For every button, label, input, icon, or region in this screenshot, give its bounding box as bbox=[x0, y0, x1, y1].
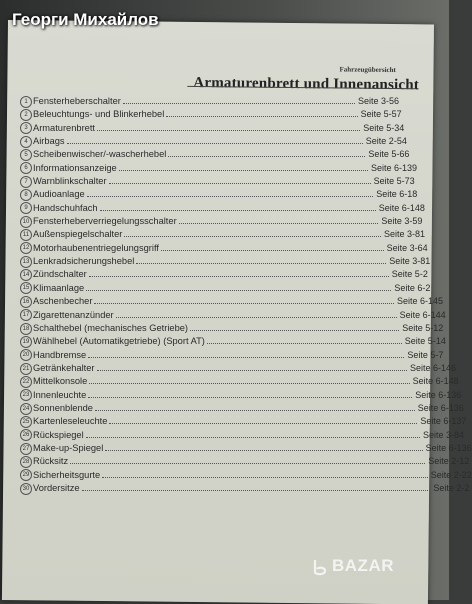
dot-leader bbox=[67, 143, 363, 144]
toc-entry-page-ref: Seite 3-81 bbox=[389, 256, 431, 267]
item-number-badge: 12 bbox=[20, 242, 32, 254]
toc-entry-page-ref: Seite 3-56 bbox=[358, 96, 400, 106]
dot-leader bbox=[100, 210, 376, 211]
item-number-badge: 22 bbox=[20, 376, 32, 388]
dot-leader bbox=[88, 357, 404, 358]
dot-leader bbox=[89, 383, 410, 384]
toc-entry bbox=[20, 175, 440, 188]
toc-entry bbox=[20, 122, 440, 135]
toc-entry-label: Außenspiegelschalter bbox=[33, 229, 123, 240]
item-number-badge: 28 bbox=[20, 456, 32, 468]
toc-entry bbox=[20, 162, 440, 175]
toc-entry-page-ref: Seite 3-64 bbox=[386, 242, 428, 253]
toc-entry-label: Informationsanzeige bbox=[33, 162, 117, 173]
dot-leader bbox=[179, 223, 378, 224]
dot-leader bbox=[109, 183, 371, 184]
item-number-badge: 10 bbox=[20, 216, 32, 228]
item-number-badge: 23 bbox=[20, 389, 32, 401]
dot-leader bbox=[87, 196, 373, 197]
toc-entry-page-ref: Seite 2-2 bbox=[433, 482, 470, 493]
item-number-badge: 4 bbox=[20, 136, 32, 148]
toc-entry-label: Wählhebel (Automatikgetriebe) (Sport AT) bbox=[33, 336, 205, 347]
dot-leader bbox=[97, 130, 360, 131]
toc-entry-label: Sonnenblende bbox=[33, 402, 93, 413]
toc-entry-page-ref: Seite 2-54 bbox=[365, 136, 407, 147]
toc-entry-page-ref: Seite 6-148 bbox=[412, 376, 459, 387]
toc-entry-label: Innenleuchte bbox=[33, 389, 87, 400]
item-number-badge: 21 bbox=[20, 363, 32, 375]
toc-entry-page-ref: Seite 5-57 bbox=[360, 109, 402, 120]
toc-entry-page-ref: Seite 5-12 bbox=[402, 322, 444, 333]
item-number-badge: 2 bbox=[20, 109, 32, 121]
toc-entry bbox=[20, 202, 440, 215]
item-number-badge: 27 bbox=[20, 443, 32, 455]
toc-entry-label: Zündschalter bbox=[33, 269, 87, 280]
dot-leader bbox=[86, 437, 420, 438]
toc-entry-label: Schalthebel (mechanisches Getriebe) bbox=[33, 322, 189, 333]
item-number-badge: 29 bbox=[20, 469, 32, 481]
item-number-badge: 18 bbox=[20, 323, 32, 335]
toc-entry bbox=[20, 415, 467, 428]
item-number-badge: 11 bbox=[20, 229, 32, 241]
table-of-contents bbox=[20, 95, 472, 495]
toc-entry-page-ref: Seite 2-22 bbox=[430, 469, 472, 480]
toc-entry bbox=[20, 469, 472, 482]
item-number-badge: 13 bbox=[20, 256, 32, 268]
toc-entry-page-ref: Seite 6-136 bbox=[417, 402, 464, 413]
toc-entry-page-ref: Seite 2-12 bbox=[428, 456, 470, 467]
toc-entry-label: Rücksitz bbox=[33, 456, 69, 467]
item-number-badge: 19 bbox=[20, 336, 32, 348]
dot-leader bbox=[88, 397, 412, 398]
toc-entry-page-ref: Seite 3-81 bbox=[384, 229, 426, 240]
toc-entry bbox=[20, 442, 472, 455]
toc-entry bbox=[20, 349, 444, 362]
item-number-badge: 1 bbox=[20, 96, 32, 108]
toc-entry-page-ref: Seite 6-144 bbox=[399, 309, 446, 320]
toc-entry bbox=[20, 282, 440, 295]
item-number-badge: 20 bbox=[20, 349, 32, 361]
bazar-logo-icon bbox=[313, 558, 327, 576]
toc-entry bbox=[20, 295, 444, 308]
toc-entry-label: Fensterheberverriegelungsschalter bbox=[33, 216, 177, 227]
toc-entry-page-ref: Seite 6-136 bbox=[415, 389, 462, 400]
dot-leader bbox=[82, 490, 430, 491]
toc-entry bbox=[20, 482, 470, 495]
toc-entry bbox=[20, 335, 446, 348]
toc-entry-page-ref: Seite 6-139 bbox=[371, 162, 418, 173]
seller-name-overlay: Георги Михайлов bbox=[12, 10, 159, 29]
toc-entry-label: Fensterheberschalter bbox=[33, 96, 121, 106]
dot-leader bbox=[102, 477, 428, 478]
toc-entry-label: Handschuhfach bbox=[33, 202, 98, 213]
toc-entry-label: Aschenbecher bbox=[33, 296, 93, 307]
toc-entry bbox=[20, 255, 440, 268]
toc-entry-label: Armaturenbrett bbox=[33, 122, 96, 133]
dot-leader bbox=[124, 236, 381, 237]
dot-leader bbox=[168, 156, 365, 157]
toc-entry-label: Make-up-Spiegel bbox=[33, 442, 104, 453]
toc-entry-page-ref: Seite 5-34 bbox=[363, 122, 405, 133]
toc-entry-page-ref: Seite 5-66 bbox=[368, 149, 410, 160]
toc-entry bbox=[20, 375, 459, 388]
item-number-badge: 9 bbox=[20, 202, 32, 214]
item-number-badge: 25 bbox=[20, 416, 32, 428]
toc-entry bbox=[20, 268, 440, 281]
item-number-badge: 26 bbox=[20, 429, 32, 441]
item-number-badge: 14 bbox=[20, 269, 32, 281]
toc-entry bbox=[20, 242, 440, 255]
toc-entry-page-ref: Seite 6-145 bbox=[397, 296, 444, 307]
item-number-badge: 15 bbox=[20, 282, 32, 294]
dot-leader bbox=[123, 103, 355, 104]
toc-entry bbox=[20, 135, 440, 148]
toc-entry-label: Lenkradsicherungshebel bbox=[33, 256, 135, 267]
toc-entry-label: Getränkehalter bbox=[33, 362, 95, 373]
toc-entry-page-ref: Seite 6-146 bbox=[410, 362, 457, 373]
toc-entry-page-ref: Seite 6-136 bbox=[425, 442, 472, 453]
toc-entry-page-ref: Seite 6-137 bbox=[420, 416, 467, 427]
toc-entry-page-ref: Seite 3-59 bbox=[381, 216, 423, 227]
dot-leader bbox=[166, 116, 358, 117]
item-number-badge: 16 bbox=[20, 296, 32, 308]
section-subheader: Fahrzeugübersicht bbox=[339, 65, 396, 75]
item-number-badge: 17 bbox=[20, 309, 32, 321]
dot-leader bbox=[105, 450, 423, 451]
toc-entry-page-ref: Seite 6-148 bbox=[378, 202, 425, 213]
toc-entry-page-ref: Seite 3-84 bbox=[423, 429, 465, 440]
toc-entry-label: Klimaanlage bbox=[33, 282, 85, 293]
toc-entry bbox=[20, 309, 446, 322]
dot-leader bbox=[109, 423, 417, 424]
toc-entry-label: Sicherheitsgurte bbox=[33, 469, 101, 480]
toc-entry-label: Mittelkonsole bbox=[33, 376, 88, 387]
toc-entry bbox=[20, 362, 457, 375]
toc-entry-page-ref: Seite 6-2 bbox=[394, 282, 431, 293]
item-number-badge: 5 bbox=[20, 149, 32, 161]
toc-entry-page-ref: Seite 5-73 bbox=[373, 176, 415, 187]
toc-entry bbox=[20, 455, 470, 468]
toc-entry-page-ref: Seite 5-2 bbox=[391, 269, 428, 280]
toc-entry bbox=[20, 322, 444, 335]
toc-entry-page-ref: Seite 6-18 bbox=[376, 189, 418, 200]
toc-entry bbox=[20, 215, 440, 228]
toc-entry-label: Kartenleseleuchte bbox=[33, 416, 108, 427]
dot-leader bbox=[97, 370, 407, 371]
dot-leader bbox=[136, 263, 386, 264]
dot-leader bbox=[86, 290, 391, 291]
toc-entry-label: Audioanlage bbox=[33, 189, 85, 200]
toc-entry bbox=[20, 389, 462, 402]
dot-leader bbox=[95, 410, 415, 411]
dot-leader bbox=[207, 343, 402, 344]
dot-leader bbox=[116, 317, 397, 318]
dot-leader bbox=[161, 250, 384, 251]
dot-leader bbox=[70, 463, 425, 464]
dot-leader bbox=[89, 276, 389, 277]
item-number-badge: 7 bbox=[20, 176, 32, 188]
item-number-badge: 6 bbox=[20, 162, 32, 174]
toc-entry bbox=[20, 148, 440, 161]
toc-entry bbox=[20, 228, 440, 241]
toc-entry-label: Zigarettenanzünder bbox=[33, 309, 114, 320]
dot-leader bbox=[119, 170, 368, 171]
item-number-badge: 3 bbox=[20, 122, 32, 134]
toc-entry-label: Vordersitze bbox=[33, 482, 80, 493]
item-number-badge: 8 bbox=[20, 189, 32, 201]
toc-entry-label: Beleuchtungs- und Blinkerhebel bbox=[33, 109, 165, 120]
toc-entry-label: Scheibenwischer/-wascherhebel bbox=[33, 149, 167, 160]
toc-entry bbox=[20, 429, 465, 442]
toc-entry-label: Airbags bbox=[33, 136, 65, 147]
dot-leader bbox=[94, 303, 394, 304]
toc-entry-label: Warnblinkschalter bbox=[33, 176, 107, 187]
item-number-badge: 24 bbox=[20, 403, 32, 415]
toc-entry-page-ref: Seite 5-7 bbox=[407, 349, 444, 360]
page-title: Armaturenbrett und Innenansicht bbox=[193, 74, 420, 94]
dot-leader bbox=[190, 330, 399, 331]
item-number-badge: 30 bbox=[20, 483, 32, 495]
toc-entry bbox=[20, 108, 440, 121]
toc-entry bbox=[20, 188, 440, 201]
toc-entry-label: Rückspiegel bbox=[33, 429, 84, 440]
toc-entry bbox=[20, 402, 464, 415]
toc-entry bbox=[20, 95, 440, 108]
toc-entry-label: Handbremse bbox=[33, 349, 87, 360]
toc-entry-label: Motorhaubenentriegelungsgriff bbox=[33, 242, 159, 253]
watermark-brand: BAZAR bbox=[332, 556, 394, 575]
toc-entry-page-ref: Seite 5-14 bbox=[404, 336, 446, 347]
